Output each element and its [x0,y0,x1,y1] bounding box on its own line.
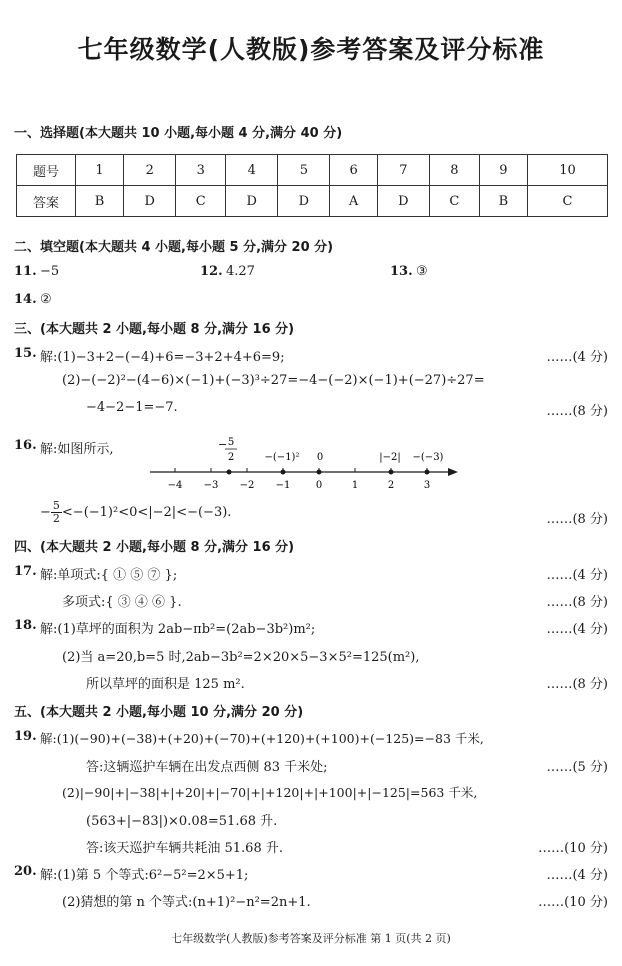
q15-score-1: ……(4 分) [546,350,608,365]
number-line-tick-label: −1 [275,480,291,491]
q17-score-1: ……(4 分) [546,568,608,583]
section-4-header: 四、(本大题共 2 小题,每小题 8 分,满分 16 分) [14,540,295,555]
number-line-tick-label: 0 [315,480,323,491]
q11-number: 11. [14,264,37,279]
q12-number: 12. [200,264,223,279]
table-row [17,186,608,217]
q16-score: ……(8 分) [546,512,608,527]
table-cell: C [527,186,607,217]
section-1-header: 一、选择题(本大题共 10 小题,每小题 4 分,满分 40 分) [14,126,343,141]
q15-number: 15. [14,346,37,361]
fraction-denominator: 2 [52,512,60,525]
q17-line-1: 解:单项式:{ ① ⑤ ⑦ }; [40,568,178,583]
page-footer: 七年级数学(人教版)参考答案及评分标准 第 1 页(共 2 页) [171,932,451,945]
number-line-tick-label: −3 [203,480,219,491]
number-line-tick-label: 3 [423,480,431,491]
q19-line-4: (563+|−83|)×0.08=51.68 升. [86,814,278,829]
q19-line-5: 答:该天巡护车辆共耗油 51.68 升. [86,841,283,856]
table-cell: C [176,186,226,217]
q11-answer: −5 [40,264,60,279]
label-neg-five-halves-sign: − [218,438,228,451]
q15-score-2: ……(8 分) [546,404,608,419]
q13-number: 13. [390,264,413,279]
row-label-answer: 答案 [17,186,76,217]
section-5-header: 五、(本大题共 2 小题,每小题 10 分,满分 20 分) [14,705,304,720]
q13-answer: ③ [416,264,428,279]
table-cell: 7 [377,155,429,186]
q16-number: 16. [14,438,37,453]
table-cell: B [76,186,124,217]
label-neg-neg-one-squared: −(−1)² [264,452,300,463]
q15-line-1: 解:(1)−3+2−(−4)+6=−3+2+4+6=9; [40,350,285,365]
q17-number: 17. [14,564,37,579]
table-cell: D [278,186,330,217]
number-line-point [425,470,430,475]
table-cell: 3 [176,155,226,186]
table-cell: 8 [429,155,479,186]
q16-answer-text: <−(−1)²<0<|−2|<−(−3). [61,505,232,520]
q19-score-2: ……(10 分) [538,841,608,856]
q16-answer: − $\frac{5}{2}$ <−(−1)²<0<|−2|<−(−3). [40,499,232,525]
fraction-numerator: 5 [52,499,60,512]
number-line-tick-label: 2 [387,480,395,491]
q16-line-1: 解:如图所示, [40,442,114,457]
q19-line-1: 解:(1)(−90)+(−38)+(+20)+(−70)+(+120)+(+100)+(−125)=−83 千米, [40,731,484,746]
table-cell: 10 [527,155,607,186]
answer-table [16,154,608,217]
row-label-number: 题号 [17,155,76,186]
label-zero: 0 [316,452,324,463]
q20-score-2: ……(10 分) [538,895,608,910]
table-cell: B [479,186,527,217]
q18-line-3: 所以草坪的面积是 125 m². [86,677,245,692]
q19-score-1: ……(5 分) [546,760,608,775]
q19-line-3: (2)|−90|+|−38|+|+20|+|−70|+|+120|+|+100|+|−125|=563 千米, [62,785,478,800]
label-neg-neg-three: −(−3) [412,452,444,463]
table-cell: D [377,186,429,217]
table-row [17,155,608,186]
q12-answer: 4.27 [226,264,255,279]
table-cell: 9 [479,155,527,186]
five-halves-fraction [51,500,62,525]
table-cell: C [429,186,479,217]
label-abs-neg-two: |−2| [379,452,401,463]
label-neg-five-halves-den: 2 [227,452,235,463]
label-neg-five-halves-num: 5 [227,437,235,448]
table-cell: 2 [124,155,176,186]
q18-score-2: ……(8 分) [546,677,608,692]
q18-number: 18. [14,618,37,633]
number-line [140,432,470,496]
q17-line-2: 多项式:{ ③ ④ ⑥ }. [62,595,182,610]
table-cell: 6 [330,155,377,186]
table-cell: D [226,186,278,217]
q15-line-2: (2)−(−2)²−(4−6)×(−1)+(−3)³÷27=−4−(−2)×(−1)+(−27)÷27= [62,373,485,388]
q14-answer: ② [40,292,52,307]
q20-number: 20. [14,864,37,879]
q17-score-2: ……(8 分) [546,595,608,610]
section-3-header: 三、(本大题共 2 小题,每小题 8 分,满分 16 分) [14,322,295,337]
number-line-arrow [448,468,458,476]
table-cell: A [330,186,377,217]
table-cell: D [124,186,176,217]
q18-line-1: 解:(1)草坪的面积为 2ab−πb²=(2ab−3b²)m²; [40,622,316,637]
number-line-point [389,470,394,475]
q19-number: 19. [14,729,37,744]
table-cell: 1 [76,155,124,186]
q18-line-2: (2)当 a=20,b=5 时,2ab−3b²=2×20×5−3×5²=125(m²), [62,650,420,665]
section-2-header: 二、填空题(本大题共 4 小题,每小题 5 分,满分 20 分) [14,240,334,255]
q14-number: 14. [14,292,37,307]
page-title: 七年级数学(人教版)参考答案及评分标准 [77,35,545,64]
number-line-point [281,470,286,475]
number-line-tick-label: 1 [351,480,359,491]
number-line-tick-label: −4 [167,480,183,491]
number-line-point [317,470,322,475]
q20-line-2: (2)猜想的第 n 个等式:(n+1)²−n²=2n+1. [62,895,311,910]
table-cell: 5 [278,155,330,186]
q18-score-1: ……(4 分) [546,622,608,637]
q15-line-3: −4−2−1=−7. [86,400,178,415]
q19-line-2: 答:这辆巡护车辆在出发点西侧 83 千米处; [86,760,328,775]
q20-line-1: 解:(1)第 5 个等式:6²−5²=2×5+1; [40,868,249,883]
table-cell: 4 [226,155,278,186]
q20-score-1: ……(4 分) [546,868,608,883]
number-line-tick-label: −2 [239,480,255,491]
number-line-point [227,470,232,475]
